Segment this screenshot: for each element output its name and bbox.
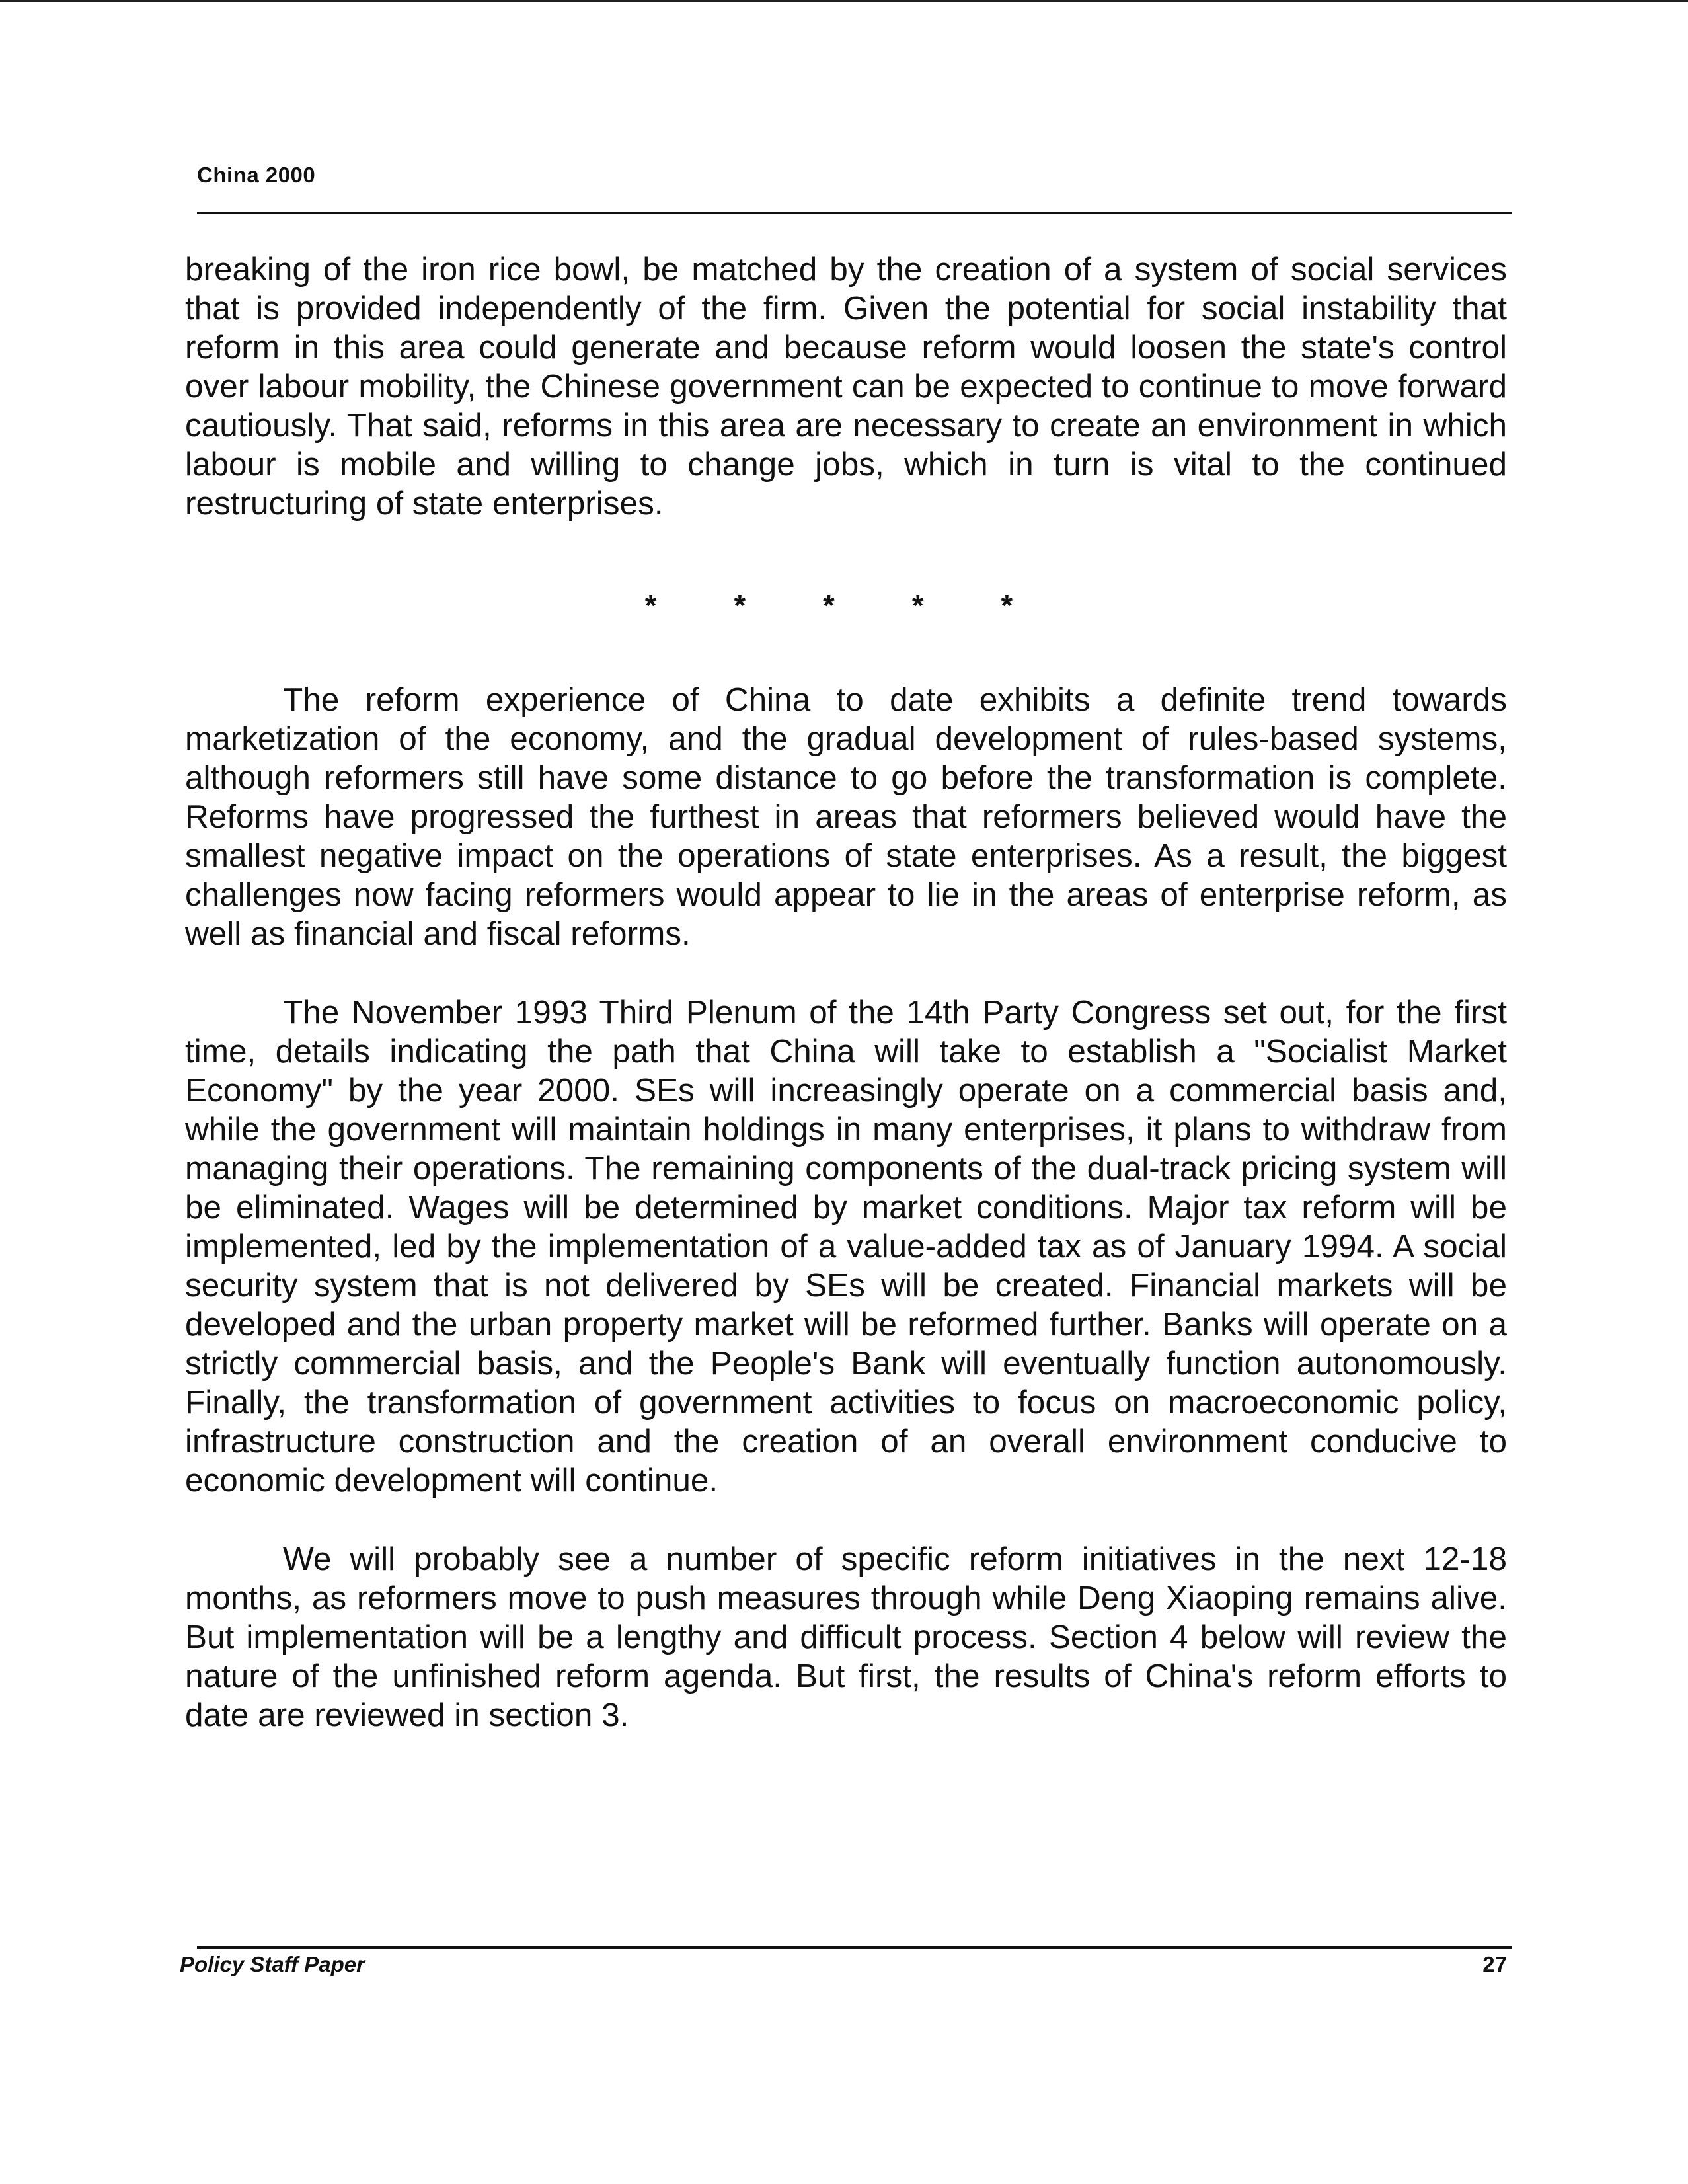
section-separator: * * * * *	[644, 588, 1048, 623]
paragraph-3: The November 1993 Third Plenum of the 14th Party Congress set out, for the first time, details indicating the path that China will take to establish a "Socialist Market Economy" by the year 2000. SEs will increasingly operate on a commercial basis and, while the government will maintain holdings in many enterprises, it plans to withdraw from managing their operations. The remaining components of the dual-track pricing system will be eliminated. Wages will be determined by market conditions. Major tax reform will be implemented, led by the implementation of a value-added tax as of January 1994. A social security system that is not delivered by SEs will be created. Financial markets will be developed and the urban property market will be reformed further. Banks will operate on a strictly commercial basis, and the People's Bank will eventually function autonomously. Finally, the transformation of government activities to focus on macroeconomic policy, infrastructure construction and the creation of an overall environment conducive to economic development will continue.	[185, 994, 1507, 1499]
page-number: 27	[1482, 1952, 1507, 1976]
footer-rule	[197, 1946, 1512, 1949]
paragraph-2: The reform experience of China to date exhibits a definite trend towards marketization of the economy, and the gradual development of rules-based systems, although reformers still have some distance to go before the transformation is complete. Reforms have progressed the furthest in areas that reformers believed would have the smallest negative impact on the operations of state enterprises. As a result, the biggest challenges now facing reformers would appear to lie in the areas of enterprise reform, as well as financial and fiscal reforms.	[185, 682, 1507, 952]
running-title: China 2000	[197, 163, 316, 187]
footer-publication: Policy Staff Paper	[180, 1952, 365, 1976]
body-text	[185, 250, 1507, 1774]
paragraph-4: We will probably see a number of specific reform initiatives in the next 12-18 months, as reformers move to push measures through while Deng Xiaoping remains alive. But implementation will be a lengthy and difficult process. Section 4 below will review the nature of the unfinished reform agenda. But first, the results of China's reform efforts to date are reviewed in section 3.	[185, 1541, 1507, 1733]
paragraph-1: breaking of the iron rice bowl, be matched by the creation of a system of social services that is provided independently of the firm. Given the potential for social instability that reform in this area could generate and because reform would loosen the state's control over labour mobility, the Chinese government can be expected to continue to move forward cautiously. That said, reforms in this area are necessary to create an environment in which labour is mobile and willing to change jobs, which in turn is vital to the continued restructuring of state enterprises.	[185, 251, 1507, 522]
header-rule	[197, 212, 1512, 214]
page-top-edge	[0, 0, 1688, 2]
